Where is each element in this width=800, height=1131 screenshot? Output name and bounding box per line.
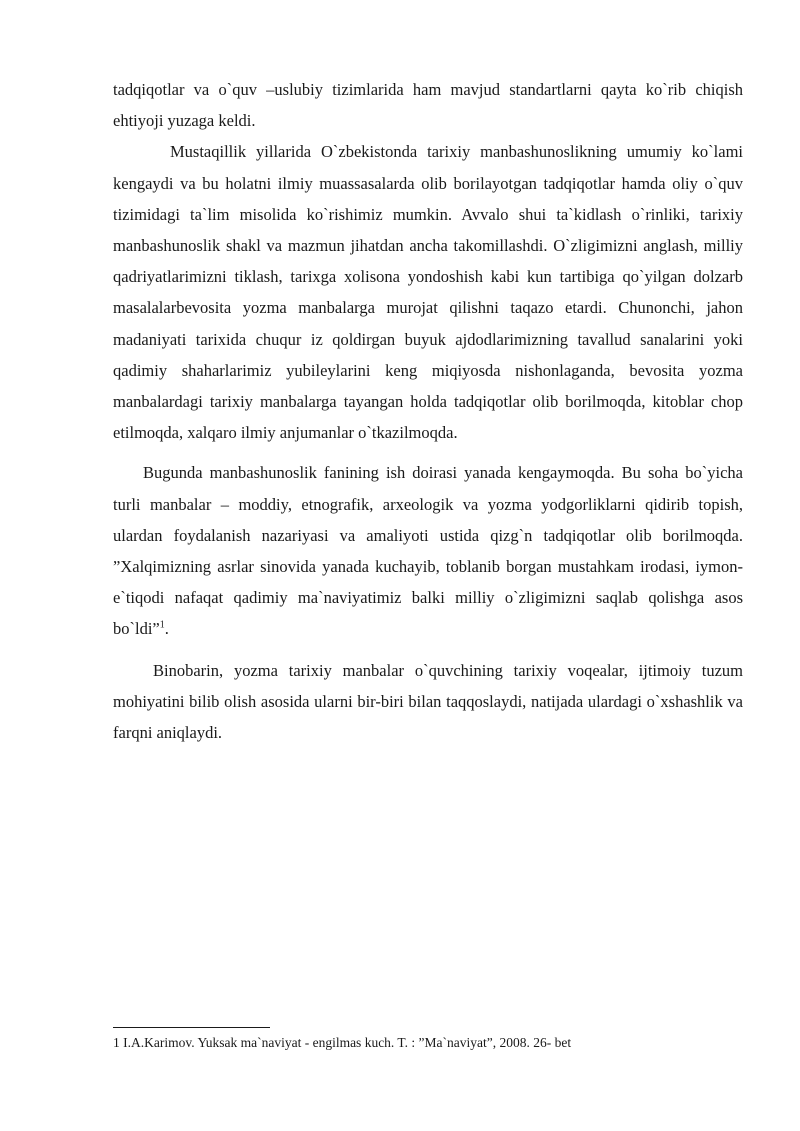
document-body xyxy=(113,74,743,748)
paragraph-2: Mustaqillik yillarida O`zbekistonda tarixiy manbashunoslikning umumiy ko`lami kengaydi va bu holatni ilmiy muassasalarda olib borilayotgan tadqiqotlar hamda oliy o`quv tizimidagi ta`lim misolida ko`rishimiz mumkin. Avvalo shui ta`kidlash o`rinliki, tarixiy manbashunoslik shakl va mazmun jihatdan ancha takomillashdi. O`zligimizni anglash, milliy qadriyatlarimizni tiklash, tarixga xolisona yondoshish kabi kun tartibiga qo`yilgan dolzarb masalalarbevosita yozma manbalarga murojat qilishni taqazo etardi. Chunonchi, jahon madaniyati tarixida chuqur iz qoldirgan buyuk ajdodlarimizning tavallud sanalarini yoki qadimiy shaharlarimiz yubileylarini keng miqiyosda nishonlaganda, bevosita yozma manbalardagi tarixiy manbalarga tayangan holda tadqiqotlar olib borilmoqda, kitoblar chop etilmoqda, xalqaro ilmiy anjumanlar o`tkazilmoqda. xyxy=(113,142,743,443)
footnote: 1 I.A.Karimov. Yuksak ma`naviyat - engilmas kuch. T. : ”Ma`naviyat”, 2008. 26- bet xyxy=(113,1035,572,1050)
footnote-separator xyxy=(113,1027,270,1028)
paragraph-3 xyxy=(113,457,743,644)
paragraph-4: Binobarin, yozma tarixiy manbalar o`quvchining tarixiy voqealar, ijtimoiy tuzum mohiyatini bilib olish asosida ularni bir-biri bilan taqqoslaydi, natijada ulardagi o`xshashlik va farqni aniqlaydi. xyxy=(113,660,743,743)
paragraph-1: tadqiqotlar va o`quv –uslubiy tizimlarida ham mavjud standartlarni qayta ko`rib chiqish ehtiyoji yuzaga keldi. xyxy=(113,80,743,131)
paragraph-3-tail: . xyxy=(164,619,169,639)
footnote-reference[interactable]: 1 xyxy=(159,619,165,631)
paragraph-3-text: Bugunda manbashunoslik fanining ish doirasi yanada kengaymoqda. Bu soha bo`yicha turli manbalar – moddiy, etnografik, arxeologik va yozma yodgorliklarni qidirib topish, ulardan foydalanish nazariyasi va amaliyoti ustida qizg`n tadqiqotlar olib borilmoqda. ”Xalqimizning asrlar sinovida yanada kuchayib, toblanib borgan mustahkam irodasi, iymon-e`tiqodi nafaqat qadimiy ma`naviyatimiz balki milliy o`zligimizni saqlab qolishga asos bo`ldi” xyxy=(113,463,743,639)
